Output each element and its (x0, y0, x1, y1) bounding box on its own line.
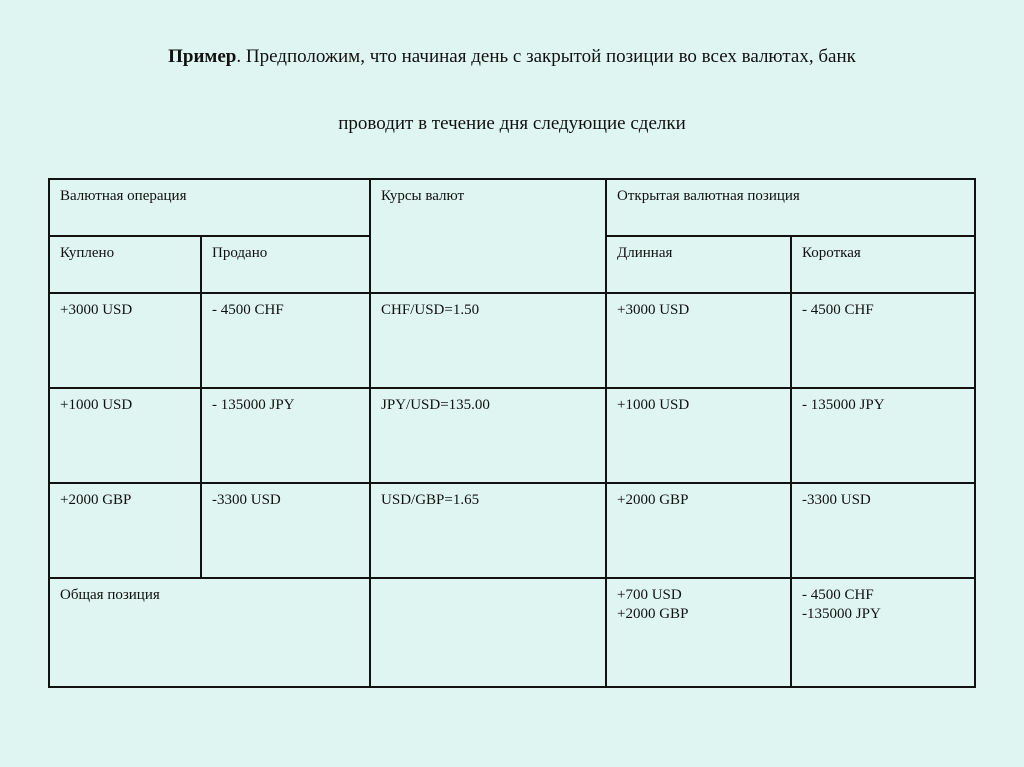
header-open-position: Открытая валютная позиция (606, 179, 975, 236)
cell-sold: - 135000 JPY (201, 388, 370, 483)
cell-short: - 135000 JPY (791, 388, 975, 483)
total-long-line: +700 USD (617, 587, 682, 603)
cell-short: - 4500 CHF (791, 293, 975, 388)
cell-bought: +1000 USD (49, 388, 201, 483)
header-sold: Продано (201, 236, 370, 293)
cell-rate: JPY/USD=135.00 (370, 388, 606, 483)
title-line-2: проводит в течение дня следующие сделки (338, 113, 686, 134)
cell-long: +2000 GBP (606, 483, 791, 578)
cell-bought: +2000 GBP (49, 483, 201, 578)
header-short: Короткая (791, 236, 975, 293)
total-short-line: -135000 JPY (802, 606, 881, 622)
cell-sold: - 4500 CHF (201, 293, 370, 388)
header-row (49, 179, 975, 236)
header-rates: Курсы валют (370, 179, 606, 293)
total-rate-empty (370, 578, 606, 687)
cell-bought: +3000 USD (49, 293, 201, 388)
table-row (49, 388, 975, 483)
header-long: Длинная (606, 236, 791, 293)
total-row (49, 578, 975, 687)
table-row (49, 293, 975, 388)
total-short-line: - 4500 CHF (802, 587, 874, 603)
cell-rate: CHF/USD=1.50 (370, 293, 606, 388)
currency-position-table (48, 178, 976, 688)
header-operation: Валютная операция (49, 179, 370, 236)
total-long (606, 578, 791, 687)
total-long-line: +2000 GBP (617, 606, 689, 622)
total-short (791, 578, 975, 687)
cell-rate: USD/GBP=1.65 (370, 483, 606, 578)
title-text: . Предположим, что начиная день с закрытой позиции во всех валютах, банк (236, 46, 856, 67)
total-label: Общая позиция (49, 578, 370, 687)
cell-short: -3300 USD (791, 483, 975, 578)
cell-sold: -3300 USD (201, 483, 370, 578)
title-bold: Пример (168, 46, 237, 67)
cell-long: +1000 USD (606, 388, 791, 483)
cell-long: +3000 USD (606, 293, 791, 388)
title-line-1 (0, 46, 1024, 68)
table-row (49, 483, 975, 578)
header-bought: Куплено (49, 236, 201, 293)
